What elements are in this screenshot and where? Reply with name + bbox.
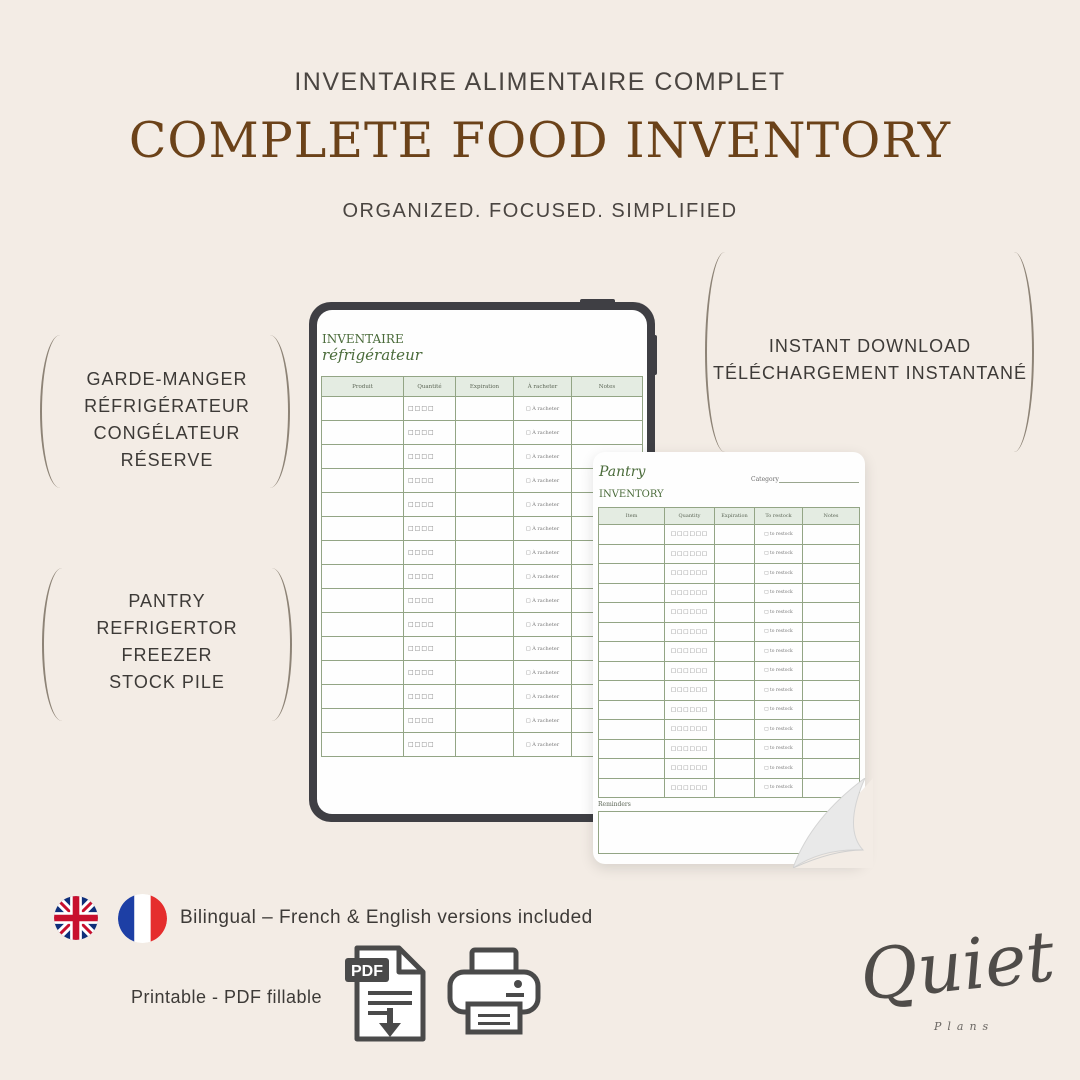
category-label: Category — [751, 476, 779, 483]
table-cell — [715, 622, 755, 642]
column-header: Item — [599, 508, 665, 525]
sheet-title: INVENTAIRE — [322, 332, 404, 346]
table-cell — [715, 720, 755, 740]
list-item: GARDE-MANGER — [86, 369, 248, 389]
quantity-checkboxes: □□□□ — [404, 421, 456, 445]
table-cell — [599, 681, 665, 701]
table-cell — [599, 778, 665, 798]
table-cell — [599, 661, 665, 681]
table-row — [599, 739, 860, 759]
restock-checkbox: □ À racheter — [514, 613, 572, 637]
table-cell — [456, 709, 514, 733]
download-line-en: INSTANT DOWNLOAD — [768, 336, 972, 356]
table-cell — [599, 720, 665, 740]
table-cell — [456, 661, 514, 685]
table-cell — [456, 517, 514, 541]
brand-logo: Quiet — [856, 915, 1059, 1017]
table-cell — [803, 583, 860, 603]
table-cell — [599, 642, 665, 662]
reminders-label: Reminders — [598, 801, 631, 808]
restock-checkbox: □ to restock — [755, 720, 803, 740]
table-cell — [572, 421, 643, 445]
restock-checkbox: □ to restock — [755, 583, 803, 603]
uk-flag-icon — [54, 896, 98, 940]
table-cell — [322, 637, 404, 661]
list-item: CONGÉLATEUR — [93, 423, 241, 443]
quantity-checkboxes: □□□□ — [404, 613, 456, 637]
table-cell — [322, 397, 404, 421]
pantry-inventory-table — [598, 507, 860, 798]
quantity-checkboxes: □□□□□□ — [665, 642, 715, 662]
table-cell — [456, 637, 514, 661]
download-info — [700, 333, 1040, 387]
table-cell — [803, 622, 860, 642]
quantity-checkboxes: □□□□ — [404, 589, 456, 613]
column-header: Expiration — [715, 508, 755, 525]
table-cell — [599, 700, 665, 720]
table-cell — [599, 544, 665, 564]
table-cell — [803, 739, 860, 759]
table-cell — [803, 525, 860, 545]
restock-checkbox: □ À racheter — [514, 469, 572, 493]
quantity-checkboxes: □□□□□□ — [665, 583, 715, 603]
table-cell — [599, 622, 665, 642]
restock-checkbox: □ À racheter — [514, 661, 572, 685]
quantity-checkboxes: □□□□□□ — [665, 739, 715, 759]
quantity-checkboxes: □□□□□□ — [665, 603, 715, 623]
table-row — [599, 681, 860, 701]
table-cell — [599, 564, 665, 584]
page-curl-icon — [793, 778, 873, 868]
list-item: STOCK PILE — [109, 672, 225, 692]
table-cell — [715, 778, 755, 798]
table-cell — [715, 603, 755, 623]
table-cell — [599, 583, 665, 603]
restock-checkbox: □ to restock — [755, 642, 803, 662]
quantity-checkboxes: □□□□□□ — [665, 759, 715, 779]
quantity-checkboxes: □□□□□□ — [665, 681, 715, 701]
quantity-checkboxes: □□□□ — [404, 709, 456, 733]
quantity-checkboxes: □□□□□□ — [665, 720, 715, 740]
table-row — [599, 544, 860, 564]
quantity-checkboxes: □□□□ — [404, 661, 456, 685]
list-item: RÉSERVE — [120, 450, 214, 470]
restock-checkbox: □ to restock — [755, 544, 803, 564]
restock-checkbox: □ À racheter — [514, 565, 572, 589]
table-cell — [322, 421, 404, 445]
quantity-checkboxes: □□□□□□ — [665, 544, 715, 564]
restock-checkbox: □ À racheter — [514, 397, 572, 421]
france-flag-icon — [118, 894, 167, 943]
column-header: Expiration — [456, 377, 514, 397]
table-cell — [715, 544, 755, 564]
list-item: RÉFRIGÉRATEUR — [84, 396, 250, 416]
restock-checkbox: □ À racheter — [514, 493, 572, 517]
quantity-checkboxes: □□□□ — [404, 685, 456, 709]
quantity-checkboxes: □□□□□□ — [665, 700, 715, 720]
table-cell — [803, 700, 860, 720]
table-cell — [456, 469, 514, 493]
table-row — [599, 759, 860, 779]
subtitle-french: INVENTAIRE ALIMENTAIRE COMPLET — [294, 68, 786, 96]
column-header: Produit — [322, 377, 404, 397]
quantity-checkboxes: □□□□ — [404, 541, 456, 565]
table-row — [599, 622, 860, 642]
table-row — [599, 564, 860, 584]
restock-checkbox: □ À racheter — [514, 445, 572, 469]
quantity-checkboxes: □□□□□□ — [665, 564, 715, 584]
table-cell — [322, 589, 404, 613]
table-cell — [599, 525, 665, 545]
table-cell — [456, 613, 514, 637]
column-header: Quantity — [665, 508, 715, 525]
table-cell — [715, 759, 755, 779]
table-cell — [599, 759, 665, 779]
table-cell — [456, 397, 514, 421]
table-row — [599, 525, 860, 545]
table-cell — [322, 445, 404, 469]
table-cell — [599, 739, 665, 759]
table-cell — [715, 739, 755, 759]
table-cell — [456, 541, 514, 565]
quantity-checkboxes: □□□□□□ — [665, 778, 715, 798]
table-cell — [803, 661, 860, 681]
table-cell — [572, 397, 643, 421]
pdf-badge-label: PDF — [351, 963, 383, 980]
download-line-fr: TÉLÉCHARGEMENT INSTANTANÉ — [712, 363, 1028, 383]
restock-checkbox: □ À racheter — [514, 589, 572, 613]
column-header: To restock — [755, 508, 803, 525]
french-category-list — [66, 366, 268, 474]
restock-checkbox: □ to restock — [755, 564, 803, 584]
brand-logo-sub: Plans — [934, 1020, 995, 1033]
table-cell — [322, 565, 404, 589]
table-row — [599, 603, 860, 623]
table-cell — [803, 642, 860, 662]
table-cell — [322, 517, 404, 541]
table-row — [599, 642, 860, 662]
restock-checkbox: □ to restock — [755, 778, 803, 798]
quantity-checkboxes: □□□□ — [404, 637, 456, 661]
quantity-checkboxes: □□□□ — [404, 493, 456, 517]
table-cell — [456, 421, 514, 445]
quantity-checkboxes: □□□□□□ — [665, 661, 715, 681]
table-cell — [322, 613, 404, 637]
restock-checkbox: □ to restock — [755, 622, 803, 642]
table-cell — [715, 700, 755, 720]
restock-checkbox: □ À racheter — [514, 685, 572, 709]
table-cell — [322, 709, 404, 733]
column-header: À racheter — [514, 377, 572, 397]
table-cell — [322, 493, 404, 517]
restock-checkbox: □ À racheter — [514, 733, 572, 757]
table-cell — [803, 544, 860, 564]
table-cell — [456, 733, 514, 757]
sheet-title: Pantry — [599, 464, 646, 480]
printer-icon — [446, 946, 542, 1038]
table-row — [322, 421, 643, 445]
restock-checkbox: □ À racheter — [514, 517, 572, 541]
english-category-list — [66, 588, 268, 696]
table-row — [599, 720, 860, 740]
restock-checkbox: □ to restock — [755, 603, 803, 623]
restock-checkbox: □ to restock — [755, 739, 803, 759]
quantity-checkboxes: □□□□□□ — [665, 622, 715, 642]
table-cell — [715, 642, 755, 662]
table-cell — [456, 493, 514, 517]
restock-checkbox: □ to restock — [755, 700, 803, 720]
table-cell — [322, 685, 404, 709]
table-cell — [322, 469, 404, 493]
sheet-subtitle: INVENTORY — [599, 489, 664, 500]
pdf-download-icon — [343, 945, 427, 1043]
page-title: COMPLETE FOOD INVENTORY — [128, 112, 952, 169]
quantity-checkboxes: □□□□ — [404, 397, 456, 421]
restock-checkbox: □ to restock — [755, 661, 803, 681]
table-cell — [803, 564, 860, 584]
table-cell — [715, 583, 755, 603]
table-row — [322, 397, 643, 421]
restock-checkbox: □ to restock — [755, 681, 803, 701]
table-cell — [803, 603, 860, 623]
table-cell — [456, 685, 514, 709]
quantity-checkboxes: □□□□ — [404, 733, 456, 757]
table-row — [599, 583, 860, 603]
quantity-checkboxes: □□□□□□ — [665, 525, 715, 545]
category-line — [779, 482, 859, 483]
table-cell — [715, 525, 755, 545]
table-cell — [456, 445, 514, 469]
column-header: Quantité — [404, 377, 456, 397]
list-item: FREEZER — [121, 645, 213, 665]
table-cell — [803, 759, 860, 779]
printable-note: Printable - PDF fillable — [131, 987, 323, 1007]
table-cell — [322, 733, 404, 757]
table-row — [599, 700, 860, 720]
tagline: ORGANIZED. FOCUSED. SIMPLIFIED — [342, 200, 738, 222]
table-cell — [599, 603, 665, 623]
table-row — [599, 661, 860, 681]
restock-checkbox: □ to restock — [755, 525, 803, 545]
restock-checkbox: □ À racheter — [514, 709, 572, 733]
table-cell — [803, 720, 860, 740]
quantity-checkboxes: □□□□ — [404, 469, 456, 493]
table-cell — [715, 564, 755, 584]
quantity-checkboxes: □□□□ — [404, 565, 456, 589]
bilingual-note: Bilingual – French & English versions included — [180, 907, 593, 928]
table-cell — [803, 681, 860, 701]
column-header: Notes — [803, 508, 860, 525]
quantity-checkboxes: □□□□ — [404, 517, 456, 541]
table-cell — [456, 589, 514, 613]
sheet-subtitle: réfrigérateur — [322, 346, 422, 364]
quantity-checkboxes: □□□□ — [404, 445, 456, 469]
list-item: PANTRY — [128, 591, 206, 611]
table-cell — [322, 661, 404, 685]
restock-checkbox: □ À racheter — [514, 421, 572, 445]
table-cell — [322, 541, 404, 565]
list-item: REFRIGERTOR — [96, 618, 238, 638]
restock-checkbox: □ À racheter — [514, 541, 572, 565]
restock-checkbox: □ to restock — [755, 759, 803, 779]
table-cell — [715, 681, 755, 701]
restock-checkbox: □ À racheter — [514, 637, 572, 661]
column-header: Notes — [572, 377, 643, 397]
table-cell — [715, 661, 755, 681]
table-cell — [456, 565, 514, 589]
